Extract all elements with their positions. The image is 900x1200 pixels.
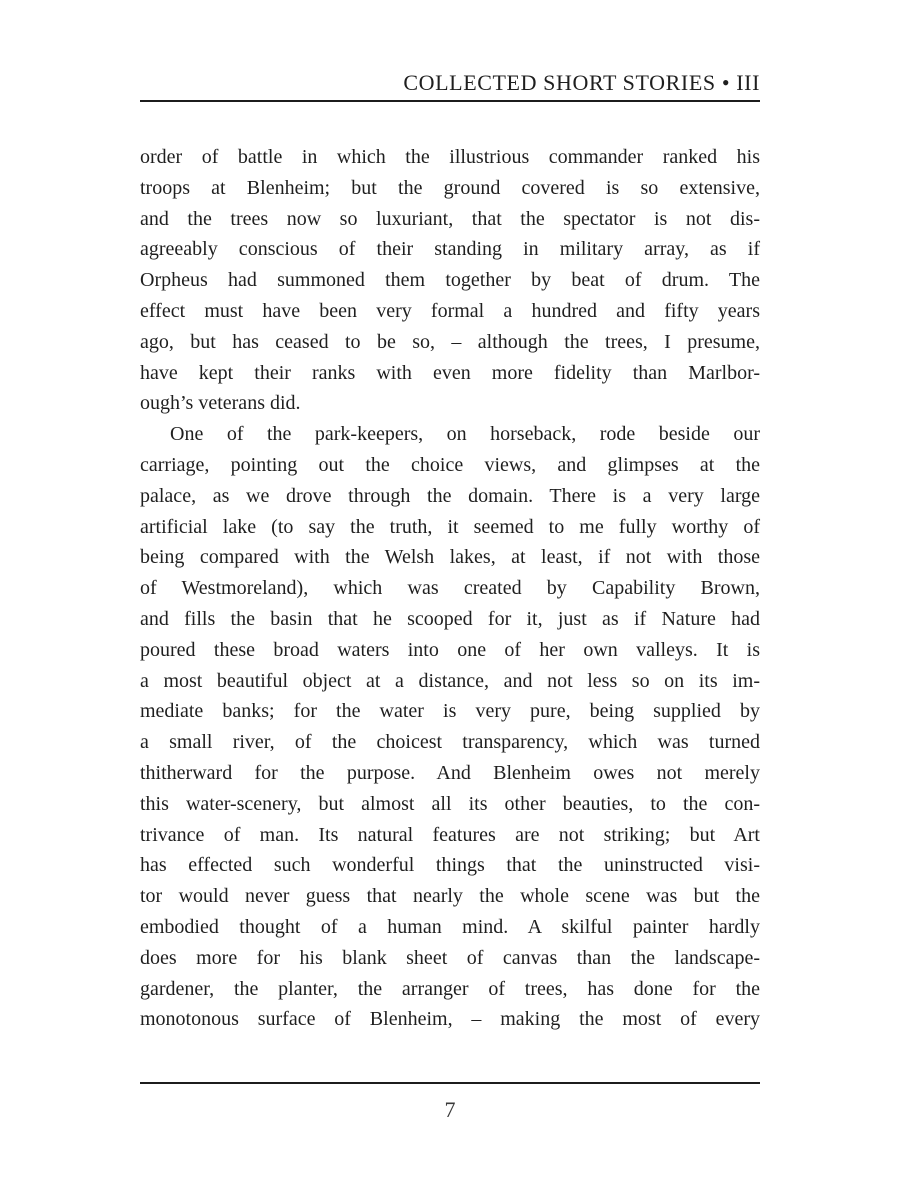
- text-line: and the trees now so luxuriant, that the spectator is not dis-: [140, 207, 760, 230]
- text-line: a most beautiful object at a distance, and not less so on its im-: [140, 669, 760, 692]
- text-line: troops at Blenheim; but the ground covered is so extensive,: [140, 176, 760, 199]
- text-line: have kept their ranks with even more fidelity than Marlbor-: [140, 361, 760, 384]
- text-line: tor would never guess that nearly the whole scene was but the: [140, 885, 760, 908]
- text-line: mediate banks; for the water is very pure, being supplied by: [140, 700, 760, 723]
- text-line: ough’s veterans did.: [140, 392, 301, 415]
- text-line: ago, but has ceased to be so, – although the trees, I presume,: [140, 330, 760, 353]
- text-line: thitherward for the purpose. And Blenheim owes not merely: [140, 761, 760, 784]
- text-line: being compared with the Welsh lakes, at least, if not with those: [140, 546, 760, 569]
- text-line: has effected such wonderful things that the uninstructed visi-: [140, 854, 760, 877]
- text-line: Orpheus had summoned them together by beat of drum. The: [140, 269, 760, 292]
- text-line: gardener, the planter, the arranger of trees, has done for the: [140, 977, 760, 1000]
- text-line: artificial lake (to say the truth, it seemed to me fully worthy of: [140, 515, 760, 538]
- text-line: poured these broad waters into one of her own valleys. It is: [140, 638, 760, 661]
- text-line: a small river, of the choicest transparency, which was turned: [140, 731, 760, 754]
- header-rule: [140, 100, 760, 102]
- text-line: embodied thought of a human mind. A skilful painter hardly: [140, 915, 760, 938]
- text-line: of Westmoreland), which was created by Capability Brown,: [140, 577, 760, 600]
- page-number: 7: [444, 1097, 456, 1122]
- text-line: carriage, pointing out the choice views, and glimpses at the: [140, 453, 760, 476]
- text-line: One of the park-keepers, on horseback, rode beside our: [170, 423, 760, 446]
- text-line: effect must have been very formal a hundred and fifty years: [140, 299, 760, 322]
- text-line: palace, as we drove through the domain. There is a very large: [140, 484, 760, 507]
- text-line: does more for his blank sheet of canvas than the landscape-: [140, 946, 760, 969]
- text-line: agreeably conscious of their standing in military array, as if: [140, 238, 760, 261]
- text-line: this water-scenery, but almost all its other beauties, to the con-: [140, 792, 760, 815]
- text-line: and fills the basin that he scooped for it, just as if Nature had: [140, 607, 760, 630]
- text-line: trivance of man. Its natural features are not striking; but Art: [140, 823, 760, 846]
- body-text: [140, 142, 760, 1035]
- text-line: monotonous surface of Blenheim, – making the most of every: [140, 1008, 760, 1031]
- footer-rule: [140, 1082, 760, 1084]
- text-line: order of battle in which the illustrious commander ranked his: [140, 146, 760, 168]
- running-header: COLLECTED SHORT STORIES • III: [403, 70, 760, 95]
